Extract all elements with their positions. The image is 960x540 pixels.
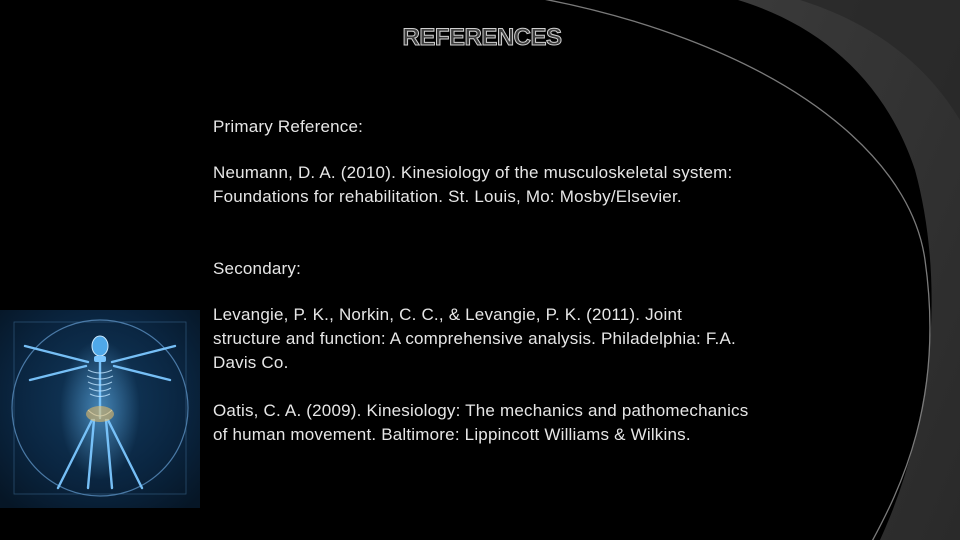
reference-levangie: [213, 303, 903, 375]
reference-line: Neumann, D. A. (2010). Kinesiology of the musculoskeletal system:: [213, 163, 733, 182]
secondary-reference-label: Secondary:: [213, 259, 301, 278]
reference-oatis: [213, 399, 903, 447]
reference-neumann: [213, 161, 903, 209]
vitruvian-skeleton-figure-icon: [0, 310, 200, 508]
reference-line: Davis Co.: [213, 353, 289, 372]
references-content: [213, 115, 903, 447]
reference-line: Levangie, P. K., Norkin, C. C., & Levangie, P. K. (2011). Joint: [213, 305, 683, 324]
reference-line: Foundations for rehabilitation. St. Louis, Mo: Mosby/Elsevier.: [213, 187, 682, 206]
reference-line: Oatis, C. A. (2009). Kinesiology: The mechanics and pathomechanics: [213, 401, 749, 420]
page-title: REFERENCES: [402, 24, 562, 51]
reference-line: structure and function: A comprehensive analysis. Philadelphia: F.A.: [213, 329, 736, 348]
primary-reference-label: Primary Reference:: [213, 117, 364, 136]
reference-line: of human movement. Baltimore: Lippincott Williams & Wilkins.: [213, 425, 691, 444]
